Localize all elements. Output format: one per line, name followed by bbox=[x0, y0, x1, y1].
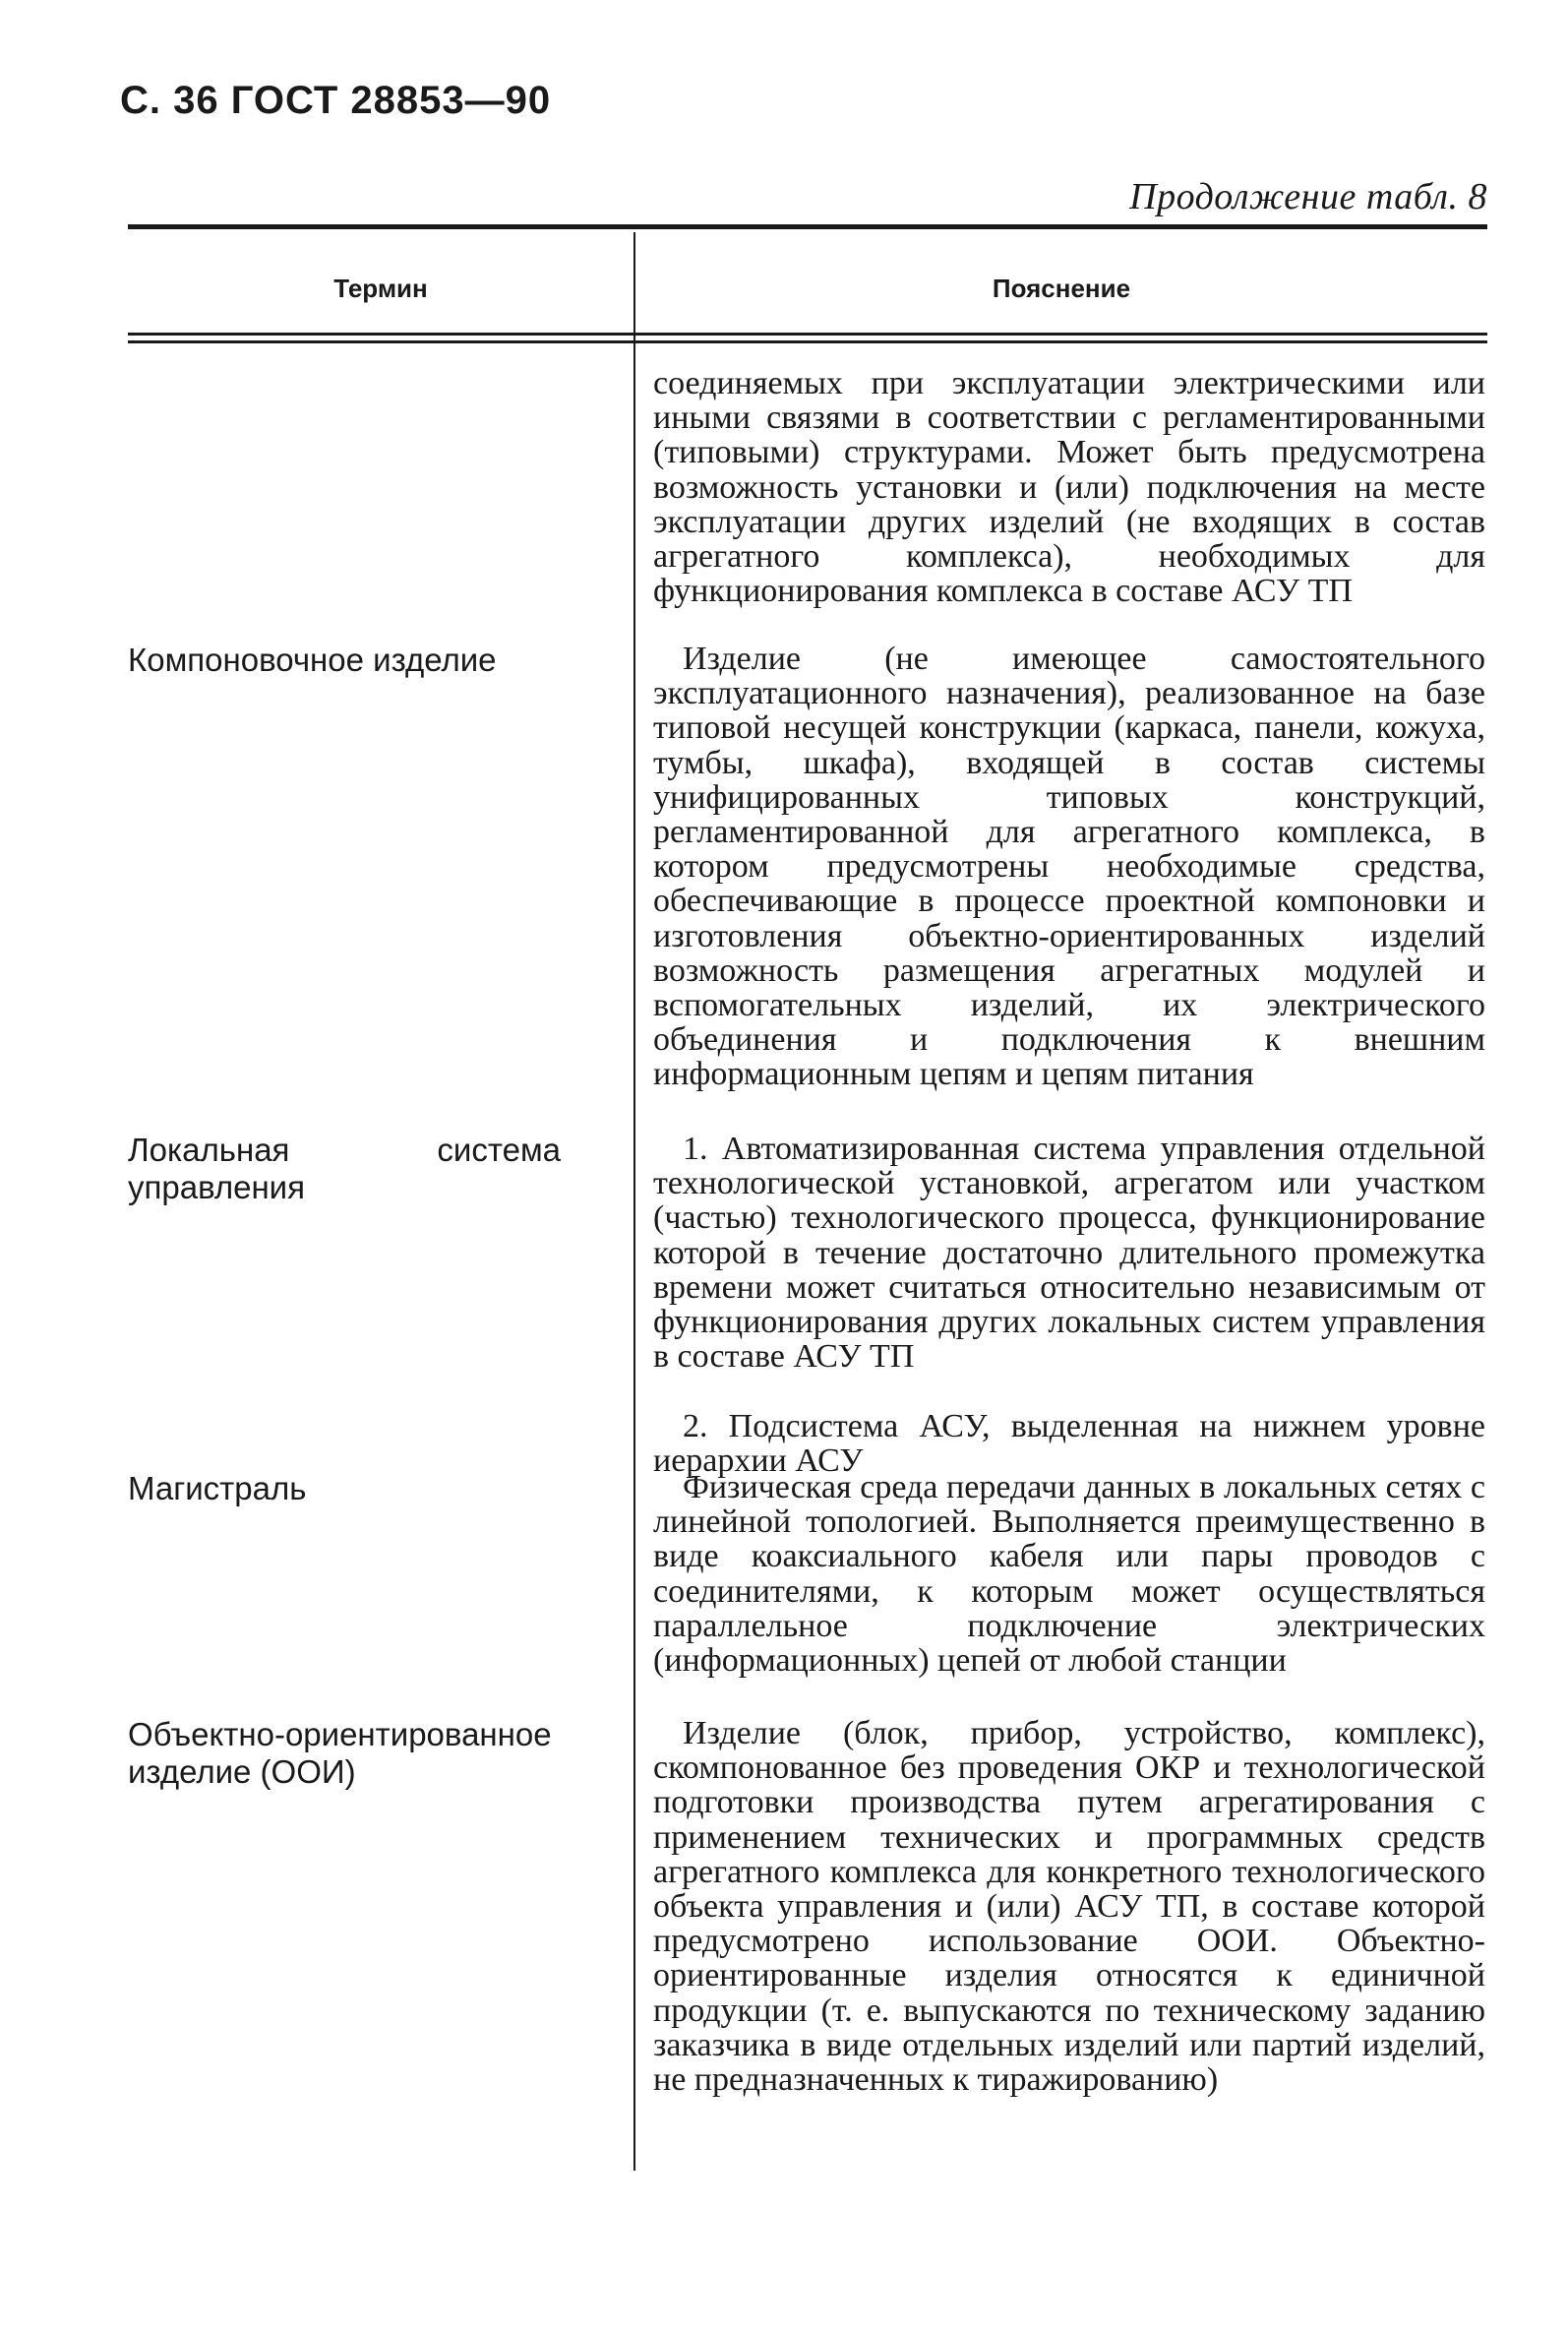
explanation-komponovochnoe: Изделие (не имеющее самостоятельного эксплуатационного назначения), реализованное на базе типовой несущей конструкции (каркаса, панели, кожуха, тумбы, шкафа), входящей в состав системы унифицированных типовых конструкций, регламентированной для агрегатного комплекса, в котором предусмотрены необходимые средства, обеспечивающие в процессе проектной компоновки и изготовления объектно-ориентированных изделий возможность размещения агрегатных модулей и вспомогательных изделий, их электрического объединения и подключения к внешним информационным цепям и цепям питания bbox=[653, 641, 1485, 1093]
table-continuation-label: Продолжение табл. 8 bbox=[1129, 176, 1487, 217]
column-divider bbox=[633, 232, 635, 2171]
explanation-ooi: Изделие (блок, прибор, устройство, комплекс), скомпонованное без проведения ОКР и технологической подготовки производства путем агрегатирования с применением технических и программных средств агрегатного комплекса для конкретного технологического объекта управления и (или) АСУ ТП, в составе которой предусмотрено использование ООИ. Объектно-ориентированные изделия относятся к единичной продукции (т. е. выпускаются по техническому заданию заказчика в виде отдельных изделий или партий изделий, не предназначенных к тиражированию) bbox=[653, 1715, 1485, 2099]
explanation-continued: соединяемых при эксплуатации электрическими или иными связями в соответствии с регламентированными (типовыми) структурами. Может быть предусмотрена возможность установки и (или) подключения на месте эксплуатации других изделий (не входящих в состав агрегатного комплекса), необходимых для функционирования комплекса в составе АСУ ТП bbox=[653, 365, 1485, 610]
header-rule-double bbox=[128, 340, 1487, 343]
page-header: С. 36 ГОСТ 28853—90 bbox=[120, 79, 552, 122]
header-rule bbox=[128, 333, 1487, 336]
column-header-term: Термин bbox=[333, 274, 428, 303]
term-komponovochnoe: Компоновочное изделие bbox=[128, 642, 497, 678]
explanation-lokalnaya-sistema-1: 1. Автоматизированная система управления отдельной технологической установкой, агрегатом или участком (частью) технологического процесса, функционирование которой в течение достаточно длительного промежутка времени может считаться относительно независимым от функционирования других локальных систем управления в составе АСУ ТП bbox=[653, 1131, 1485, 1376]
explanation-lokalnaya-sistema-2: 2. Подсистема АСУ, выделенная на нижнем уровне иерархии АСУ bbox=[653, 1408, 1485, 1480]
column-header-explanation: Пояснение bbox=[992, 274, 1131, 303]
term-magistral: Магистраль bbox=[128, 1470, 307, 1506]
explanation-magistral: Физическая среда передачи данных в локальных сетях с линейной топологией. Выполняется преимущественно в виде коаксиального кабеля или пары проводов с соединителями, к которым может осуществляться параллельное подключение электрических (информационных) цепей от любой станции bbox=[653, 1469, 1485, 1680]
term-lokalnaya-sistema: Локальная система управления bbox=[128, 1132, 561, 1205]
table-top-rule bbox=[128, 224, 1487, 229]
term-ooi: Объектно-ориентированное изделие (ООИ) bbox=[128, 1716, 552, 1790]
